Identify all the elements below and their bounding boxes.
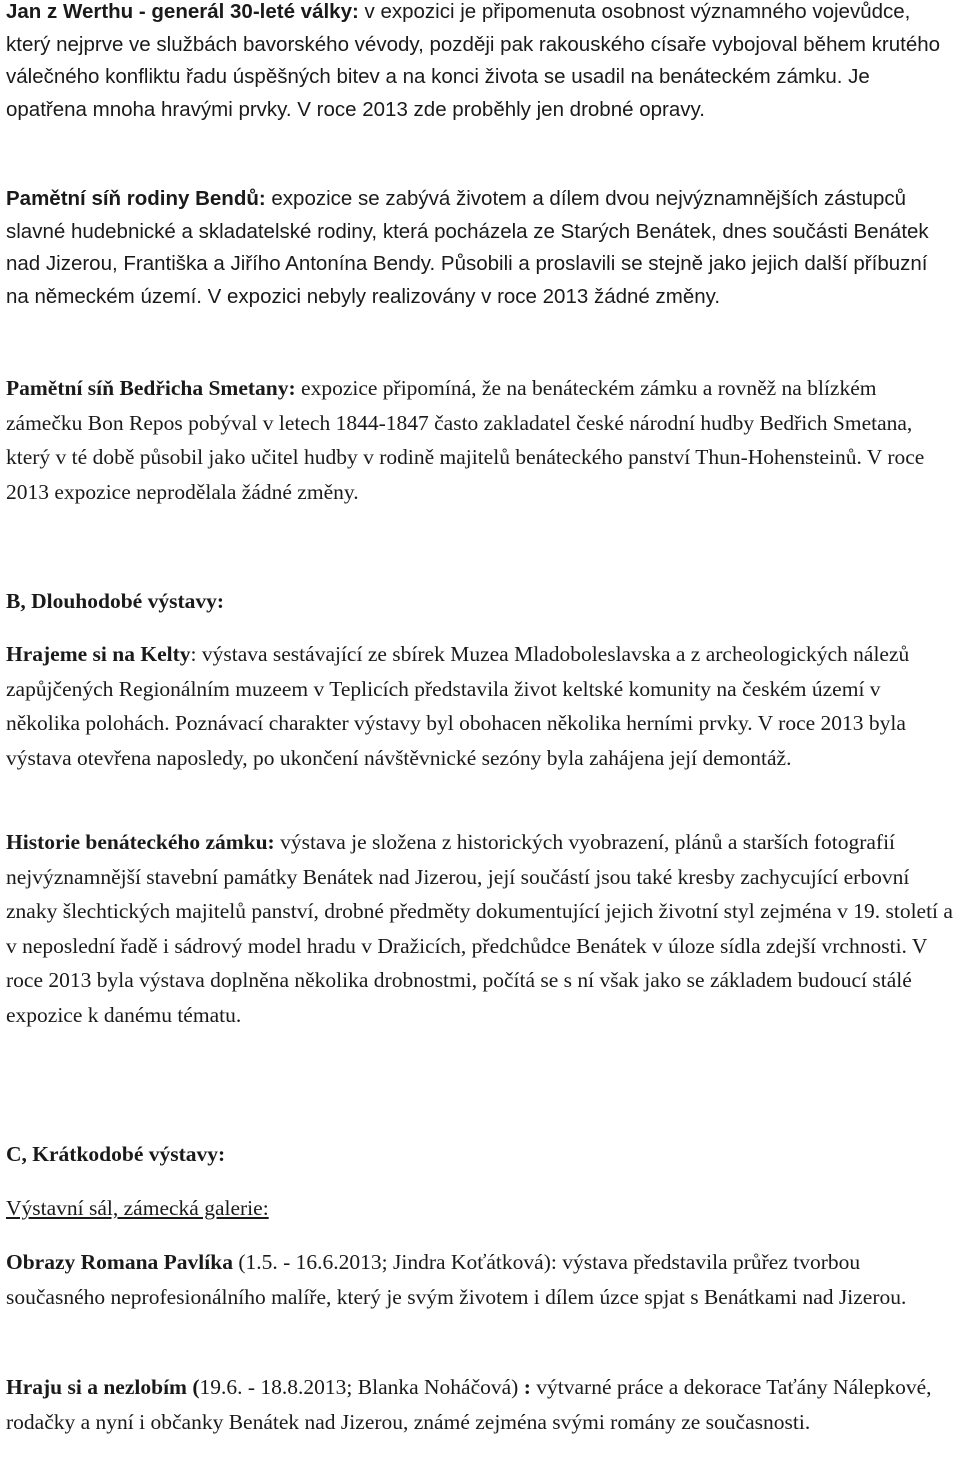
paragraph-title: Historie benáteckého zámku: — [6, 830, 275, 854]
paragraph-title-suffix: ( — [232, 1250, 246, 1274]
paragraph-title: Hrajeme si na Kelty — [6, 642, 191, 666]
section-heading-b: B, Dlouhodobé výstavy: — [6, 589, 225, 613]
paragraph-title: Obrazy Romana Pavlíka — [6, 1250, 233, 1274]
paragraph-text: v expozici je připomenuta osobnost významného vojevůdce, který nejprve ve službách bavorského vévody, později pak rakouského císaře vybojoval během krutého válečného konfliktu řadu úspěšných bitev a na konci života se usadil na benáteckém zámku. Je opatřena mnoha hravými prvky. V roce 2013 zde proběhly jen drobné opravy. — [6, 0, 941, 121]
paragraph-title: Pamětní síň Bedřicha Smetany: — [6, 376, 296, 400]
paragraph-text: : výstava sestávající ze sbírek Muzea Mladoboleslavska a z archeologických nálezů zapůjčených Regionálním muzeem v Teplicích představila život keltské komunity na českém území v několika polohách. Poznávací charakter výstavy byl obohacen několika herními prvky. V roce 2013 byla výstava otevřena naposledy, po ukončení návštěvnické sezóny byla zahájena její demontáž. — [6, 642, 910, 770]
paragraph-text: výstava je složena z historických vyobrazení, plánů a starších fotografií nejvýznamnější stavební památky Benátek nad Jizerou, její součástí jsou také kresby zachycující erbovní znaky šlechtických majitelů panství, drobné předměty dokumentující jejich životní styl zejména v 19. století a v neposlední řadě i sádrový model hradu v Dražicích, předchůdce Benátek v úloze sídla zdejší vrchnosti. V roce 2013 byla výstava doplněna několika drobnostmi, počítá se s ní však jako se základem budoucí stálé expozice k danému tématu. — [6, 830, 953, 1027]
paragraph-hraju-si-a-nezlobim — [6, 1370, 954, 1439]
paragraph-obrazy-romana-pavlika — [6, 1245, 954, 1314]
paragraph-text: expozice se zabývá životem a dílem dvou nejvýznamnějších zástupců slavné hudebnické a skladatelské rodiny, která pocházela ze Starých Benátek, dnes součásti Benátek nad Jizerou, Františka a Jiřího Antonína Bendy. Působili a proslavili se stejně jako jejich další příbuzní na německém území. V expozici nebyly realizovány v roce 2013 žádné změny. — [6, 187, 929, 308]
paragraph-title: Hraju si a nezlobím ( — [6, 1375, 200, 1399]
paragraph-colon: : — [523, 1375, 531, 1399]
paragraph-pametni-sin-smetany — [6, 371, 954, 509]
paragraph-historie-zamku — [6, 825, 954, 1032]
paragraph-jan-z-werthu — [6, 0, 954, 126]
paragraph-title: Pamětní síň rodiny Bendů: — [6, 187, 266, 210]
paragraph-text: 19.6. - 18.8.2013; Blanka Noháčová) — [199, 1375, 524, 1399]
paragraph-text: expozice připomíná, že na benáteckém zámku a rovněž na blízkém zámečku Bon Repos pobýval v letech 1844-1847 často zakladatel české národní hudby Bedřich Smetana, který v té době působil jako učitel hudby v rodině majitelů benáteckého panství Thun-Hohensteinů. V roce 2013 expozice neprodělala žádné změny. — [6, 376, 925, 504]
paragraph-pametni-sin-bendu — [6, 183, 954, 313]
section-heading-c: C, Krátkodobé výstavy: — [6, 1142, 226, 1166]
paragraph-text: 1.5. - 16.6.2013; Jindra Koťátková): výstava představila průřez tvorbou současného neprofesionálního malíře, který je svým životem i dílem úzce spjat s Benátkami nad Jizerou. — [6, 1250, 907, 1309]
paragraph-hrajeme-si-na-kelty — [6, 637, 954, 775]
paragraph-title: Jan z Werthu - generál 30-leté války: — [6, 0, 359, 23]
paragraph-text-continued: výtvarné práce a dekorace Taťány Nálepkové, rodačky a nyní i občanky Benátek nad Jizerou, známé zejména svými romány ze současnosti. — [6, 1375, 932, 1434]
subsection-heading-vystavni-sal: Výstavní sál, zámecká galerie: — [6, 1196, 269, 1220]
